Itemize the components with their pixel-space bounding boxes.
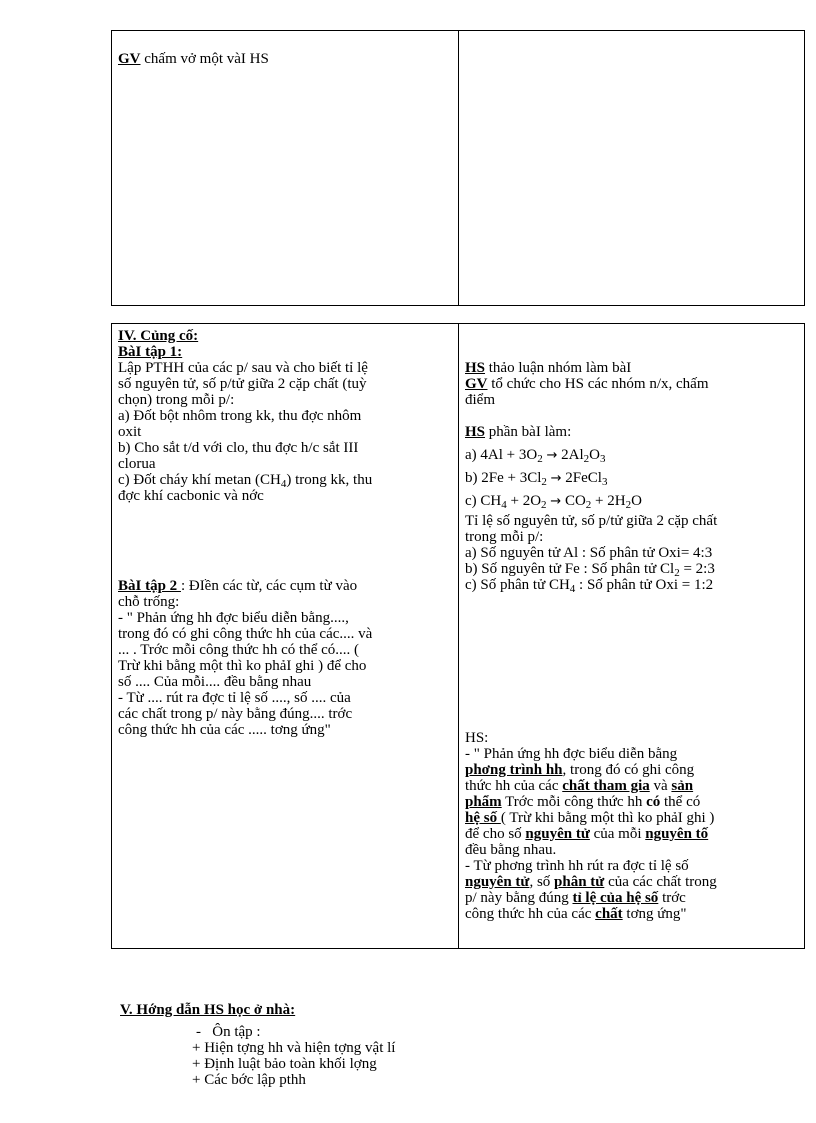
text-line: Trừ khi bằng một thì ko phảI ghi ) để cho [118,658,367,674]
text-line: clorua [118,456,156,472]
text-line: số nguyên tử, số p/tử giữa 2 cặp chất (tuỳ [118,376,367,392]
column-divider [458,31,459,305]
ratio-a: a) Số nguyên tử Al : Số phân tử Oxi= 4:3 [465,545,713,561]
text-line: nguyên tử, số phân tử của các chất trong [465,874,717,890]
equation-b: b) $2Fe + 3Cl_2$ → 2FeCl$_3$ [465,470,608,488]
hs-work-line: HS phần bàI làm: [465,424,572,440]
text-line: a) Đốt bột nhôm trong kk, thu đợc nhôm [118,408,362,424]
text-line: số .... Của mỗi.... đều bằng nhau [118,674,312,690]
text-line: điểm [465,392,495,408]
gv-label: GV [118,51,141,67]
text-line: - " Phản ứng hh đợc biểu diễn bằng...., [118,610,349,626]
table-block-1 [111,30,805,306]
equation-a: a) $4Al + 3O_2 \to 2Al_2O_3$ [465,447,606,465]
homework-dash-item: - Ôn tập : [196,1024,261,1040]
text-line: chỗ trống: [118,594,180,610]
text-line: đều bằng nhau. [465,842,557,858]
text-line: hệ số ( Trừ khi bằng một thì ko phảI ghi ) [465,810,715,826]
text-line: công thức hh của các ..... tơng ứng" [118,722,331,738]
text-line: - " Phản ứng hh đợc biểu diễn bằng [465,746,678,762]
homework-item: + Các bớc lập pthh [192,1072,306,1088]
text-line: oxit [118,424,142,440]
hs-label: HS [465,424,486,440]
text-line: phơng trình hh, trong đó có ghi công [465,762,695,778]
block1-left-cell [112,51,458,67]
block2-right-cell [459,360,805,593]
exercise-2-title: BàI tập 2 [118,578,181,594]
homework-item: + Định luật bảo toàn khối lợng [192,1056,377,1072]
reaction-arrow-icon: → [550,471,562,486]
text-line: trong đó có ghi công thức hh của các.... và [118,626,373,642]
text-line: - Từ phơng trình hh rút ra đợc tỉ lệ số [465,858,689,874]
text-line: b) Cho sắt t/d với clo, thu đợc h/c sắt III [118,440,359,456]
homework-section [120,1002,395,1088]
exercise-1-title: BàI tập 1: [118,344,183,360]
homework-item: + Hiện tợng hh và hiện tợng vật lí [192,1040,396,1056]
text-line: trong mỗi p/: [465,529,544,545]
text-line: chọn) trong mỗi p/: [118,392,235,408]
hs-discussion-line: HS thảo luận nhóm làm bàI [465,360,632,376]
table-block-2 [111,323,805,949]
text-line: c) Đốt cháy khí metan $(CH_4)$ trong kk, thu [118,472,373,490]
text-line: thức hh của các chất tham gia và sản [465,778,694,794]
exercise-2-heading: BàI tập 2 : ĐIền các từ, các cụm từ vào [118,578,358,594]
text-line: đợc khí cacbonic và nớc [118,488,264,504]
gv-organize-line: GV tổ chức cho HS các nhóm n/x, chấm [465,376,709,392]
text-line: - Từ .... rút ra đợc tỉ lệ số ...., số .... của [118,690,351,706]
ratio-b: b) Số nguyên tử Fe : Số phân tử $Cl_2$ = 2:3 [465,561,715,579]
text-line: Lập PTHH của các p/ sau và cho biết tỉ lệ [118,360,368,376]
block2-left-cell [112,328,458,738]
reaction-arrow-icon: → [546,448,558,463]
block2-answer-cell [459,730,805,922]
gv-grading-line: GV chấm vở một vàI HS [118,51,269,67]
text-line: để cho số nguyên tử của mỗi nguyên tố [465,826,709,842]
text-line: công thức hh của các chất tơng ứng" [465,906,687,922]
text-line: Tỉ lệ số nguyên tử, số p/tử giữa 2 cặp chất [465,513,718,529]
reaction-arrow-icon: → [550,494,562,509]
dash-bullet-icon: - [196,1024,201,1040]
text-line: p/ này bằng đúng tỉ lệ của hệ số trớc [465,890,686,906]
section-title: IV. Củng cố: [118,328,199,344]
text-line: phẩm Trớc mỗi công thức hh có thể có [465,794,701,810]
homework-title: V. Hớng dẫn HS học ở nhà: [120,1002,296,1018]
hs-answer-label: HS: [465,730,489,746]
equation-c: c) $CH_4 + 2O_2 \to CO_2 + 2H_2O$ [465,493,642,511]
gv-label: GV [465,376,488,392]
hs-label: HS [465,360,486,376]
ratio-c: c) Số phân tử $CH_4$ : Số phân tử Oxi = 1:2 [465,577,714,595]
text-line: các chất trong p/ này bằng đúng.... trớc [118,706,353,722]
text-line: ... . Trớc mỗi công thức hh có thể có.... ( [118,642,360,658]
